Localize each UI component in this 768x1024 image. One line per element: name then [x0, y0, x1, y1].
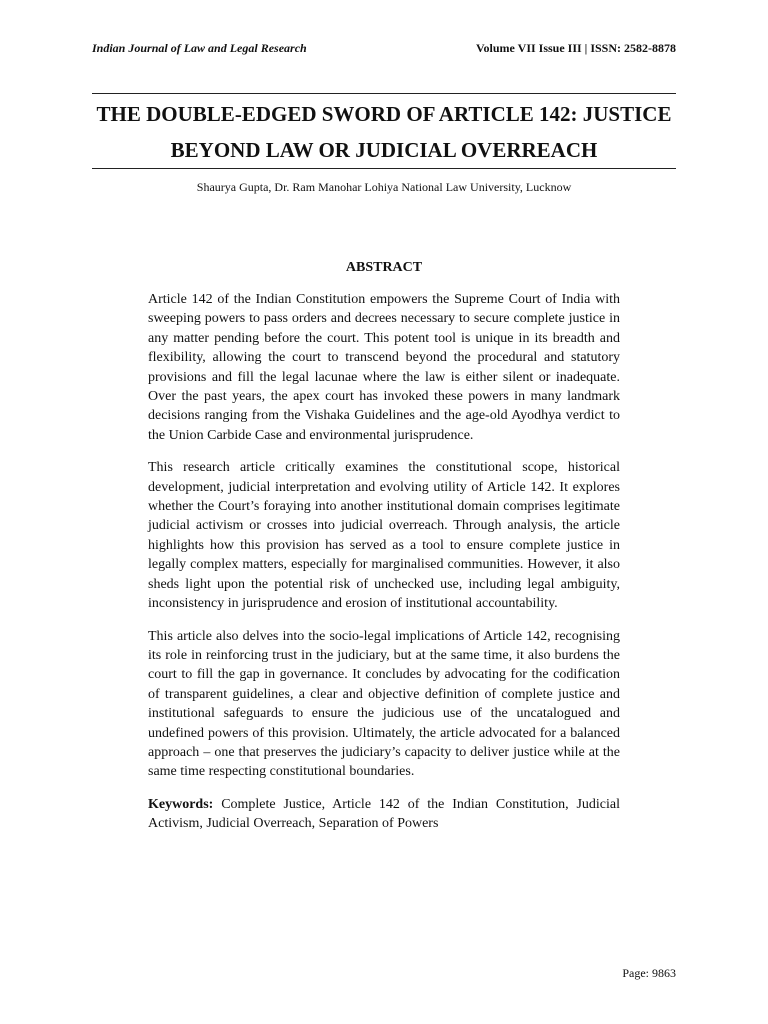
abstract-paragraph: This research article critically examines the constitutional scope, historical development, judicial interpretation and evolving utility of Article 142. It explores whether the Court’s foraying into another institutional domain comprises legitimate judicial activism or crosses into judicial overreach. Through analysis, the article highlights how this provision has served as a tool to ensure complete justice in legally complex matters, especially for marginalised communities. However, it also sheds light upon the potential risk of unchecked use, including legal ambiguity, inconsistency in jurisprudence and erosion of institutional accountability.	[148, 460, 620, 612]
volume-issn: Volume VII Issue III | ISSN: 2582-8878	[475, 41, 676, 55]
keywords-text: Complete Justice, Article 142 of the Indian Constitution, Judicial Activism, Judicial Overreach, Separation of Powers	[148, 796, 620, 832]
title-line-2: BEYOND LAW OR JUDICIAL OVERREACH	[170, 138, 598, 162]
title-bottom-rule	[92, 168, 676, 169]
keywords	[148, 795, 620, 834]
author-affiliation: Shaurya Gupta, Dr. Ram Manohar Lohiya National Law University, Lucknow	[196, 180, 572, 194]
abstract-paragraph: This article also delves into the socio-legal implications of Article 142, recognising its role in reinforcing trust in the judiciary, but at the same time, it also burdens the court to fill the gap in governance. It concludes by advocating for the codification of transparent guidelines, a clear and objective definition of complete justice and institutional safeguards to ensure the judicious use of the uncatalogued and undefined powers of this provision. Ultimately, the article advocated for a balanced approach – one that preserves the judiciary’s capacity to deliver justice while at the same time respecting constitutional boundaries.	[148, 628, 620, 780]
keywords-label: Keywords:	[148, 796, 214, 812]
abstract-heading: ABSTRACT	[345, 260, 423, 275]
article-title	[92, 96, 676, 168]
page-number: Page: 9863	[622, 966, 676, 980]
running-header	[92, 41, 676, 56]
title-line-1: THE DOUBLE-EDGED SWORD OF ARTICLE 142: JUSTICE	[96, 102, 672, 126]
abstract-paragraph: Article 142 of the Indian Constitution empowers the Supreme Court of India with sweeping powers to pass orders and decrees necessary to secure complete justice in any matter pending before the court. This potent tool is unique in its breadth and flexibility, allowing the court to transcend beyond the procedural and statutory provisions and fill the legal lacunae where the law is either silent or inadequate. Over the past years, the apex court has invoked these powers in many landmark decisions ranging from the Vishaka Guidelines and the age-old Ayodhya verdict to the Union Carbide Case and environmental jurisprudence.	[148, 292, 620, 443]
title-top-rule	[92, 93, 676, 94]
journal-name: Indian Journal of Law and Legal Research	[92, 41, 307, 55]
abstract-body	[148, 290, 620, 847]
